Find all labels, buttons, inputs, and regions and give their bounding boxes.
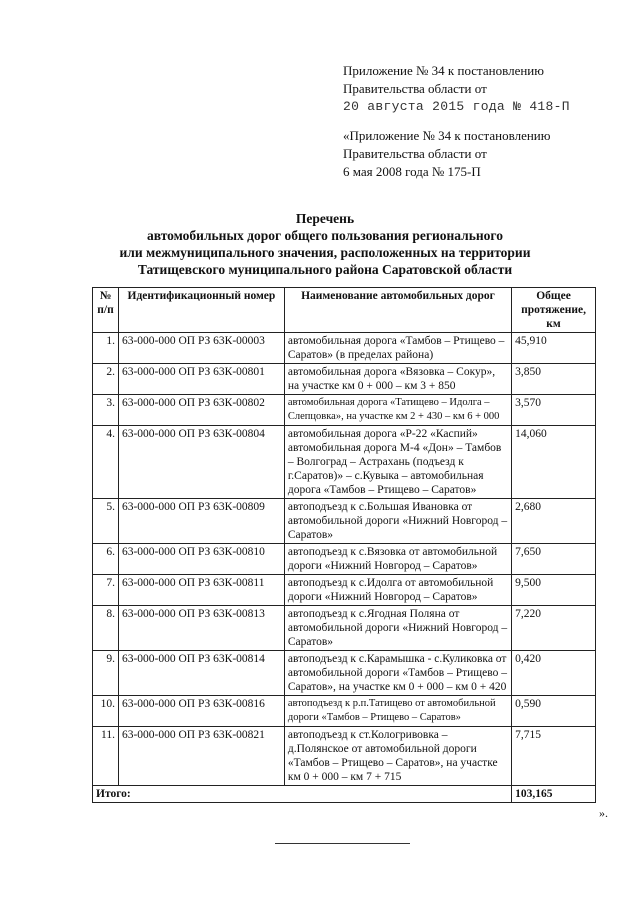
table-row [93, 727, 596, 786]
title-line-2: автомобильных дорог общего пользования регионального [147, 228, 503, 243]
row-id: 63-000-000 ОП РЗ 63К-00811 [118, 575, 284, 606]
appendix-header-previous [343, 127, 550, 181]
appendix-date-number: 20 августа 2015 года № 418-П [343, 99, 570, 114]
row-length: 0,420 [512, 651, 596, 696]
row-id: 63-000-000 ОП РЗ 63К-00814 [118, 651, 284, 696]
table-row [93, 651, 596, 696]
row-length: 9,500 [512, 575, 596, 606]
row-num: 8. [93, 606, 119, 651]
appendix-prev-line-2: Правительства области от [343, 146, 487, 161]
total-label: Итого: [93, 786, 512, 803]
row-name: автоподъезд к с.Вязовка от автомобильной дороги «Нижний Новгород – Саратов» [284, 544, 511, 575]
title-line-1: Перечень [295, 211, 355, 226]
table-row [93, 696, 596, 727]
table-header-row [93, 288, 596, 333]
row-num: 11. [93, 727, 119, 786]
table-row [93, 395, 596, 426]
row-num: 3. [93, 395, 119, 426]
row-num: 5. [93, 499, 119, 544]
row-name: автоподъезд к с.Карамышка - с.Куликовка от автомобильной дороги «Тамбов – Ртищево – Саратов», на участке км 0 + 000 – км 0 + 420 [284, 651, 511, 696]
roads-table [92, 287, 596, 803]
appendix-prev-line-3: 6 мая 2008 года № 175-П [343, 164, 481, 179]
row-id: 63-000-000 ОП РЗ 63К-00813 [118, 606, 284, 651]
appendix-line-1: Приложение № 34 к постановлению [343, 63, 544, 78]
row-name: автоподъезд к р.п.Татищево от автомобильной дороги «Тамбов – Ртищево – Саратов» [284, 696, 511, 727]
row-id: 63-000-000 ОП РЗ 63К-00804 [118, 426, 284, 499]
row-id: 63-000-000 ОП РЗ 63К-00810 [118, 544, 284, 575]
row-id: 63-000-000 ОП РЗ 63К-00816 [118, 696, 284, 727]
row-num: 1. [93, 333, 119, 364]
row-length: 7,650 [512, 544, 596, 575]
row-length: 45,910 [512, 333, 596, 364]
appendix-line-2: Правительства области от [343, 81, 487, 96]
row-id: 63-000-000 ОП РЗ 63К-00809 [118, 499, 284, 544]
row-id: 63-000-000 ОП РЗ 63К-00003 [118, 333, 284, 364]
header-name: Наименование автомобильных дорог [284, 288, 511, 333]
row-name: автоподъезд к с.Идолга от автомобильной дороги «Нижний Новгород – Саратов» [284, 575, 511, 606]
row-num: 9. [93, 651, 119, 696]
footer-divider [275, 843, 410, 844]
row-num: 7. [93, 575, 119, 606]
row-length: 2,680 [512, 499, 596, 544]
row-name: автомобильная дорога «Р-22 «Каспий» автомобильная дорога М-4 «Дон» – Тамбов – Волгоград – Астрахань (подъезд к г.Саратов)» – с.Кувыка – автомобильная дорога «Тамбов – Ртищево – Саратов» [284, 426, 511, 499]
header-num: № п/п [93, 288, 119, 333]
row-name: автомобильная дорога «Тамбов – Ртищево – Саратов» (в пределах района) [284, 333, 511, 364]
row-length: 0,590 [512, 696, 596, 727]
row-name: автомобильная дорога «Вязовка – Сокур», на участке км 0 + 000 – км 3 + 850 [284, 364, 511, 395]
table-row [93, 364, 596, 395]
row-id: 63-000-000 ОП РЗ 63К-00801 [118, 364, 284, 395]
row-length: 3,570 [512, 395, 596, 426]
row-length: 7,220 [512, 606, 596, 651]
row-name: автомобильная дорога «Татищево – Идолга – Слепцовка», на участке км 2 + 430 – км 6 + 000 [284, 395, 511, 426]
row-id: 63-000-000 ОП РЗ 63К-00821 [118, 727, 284, 786]
row-length: 3,850 [512, 364, 596, 395]
header-id: Идентификационный номер [118, 288, 284, 333]
row-length: 7,715 [512, 727, 596, 786]
row-num: 10. [93, 696, 119, 727]
title-line-3: или межмуниципального значения, расположенных на территории [119, 245, 531, 260]
appendix-prev-line-1: «Приложение № 34 к постановлению [343, 128, 551, 143]
table-total-row [93, 786, 596, 803]
row-name: автоподъезд к ст.Кологривовка – д.Полянское от автомобильной дороги «Тамбов – Ртищево – Саратов», на участке км 0 + 000 – км 7 + 715 [284, 727, 511, 786]
table-row [93, 606, 596, 651]
table-row [93, 544, 596, 575]
row-num: 4. [93, 426, 119, 499]
table-row [93, 575, 596, 606]
row-length: 14,060 [512, 426, 596, 499]
table-row [93, 426, 596, 499]
row-id: 63-000-000 ОП РЗ 63К-00802 [118, 395, 284, 426]
header-length: Общее протяжение, км [512, 288, 596, 333]
row-name: автоподъезд к с.Большая Ивановка от автомобильной дороги «Нижний Новгород – Саратов» [284, 499, 511, 544]
row-num: 2. [93, 364, 119, 395]
row-name: автоподъезд к с.Ягодная Поляна от автомобильной дороги «Нижний Новгород – Саратов» [284, 606, 511, 651]
row-num: 6. [93, 544, 119, 575]
appendix-header-current [343, 62, 570, 116]
table-row [93, 333, 596, 364]
closing-quote: ». [599, 806, 608, 820]
title-line-4: Татищевского муниципального района Саратовской области [137, 262, 513, 277]
table-row [93, 499, 596, 544]
total-value: 103,165 [512, 786, 596, 803]
document-title [90, 210, 560, 278]
